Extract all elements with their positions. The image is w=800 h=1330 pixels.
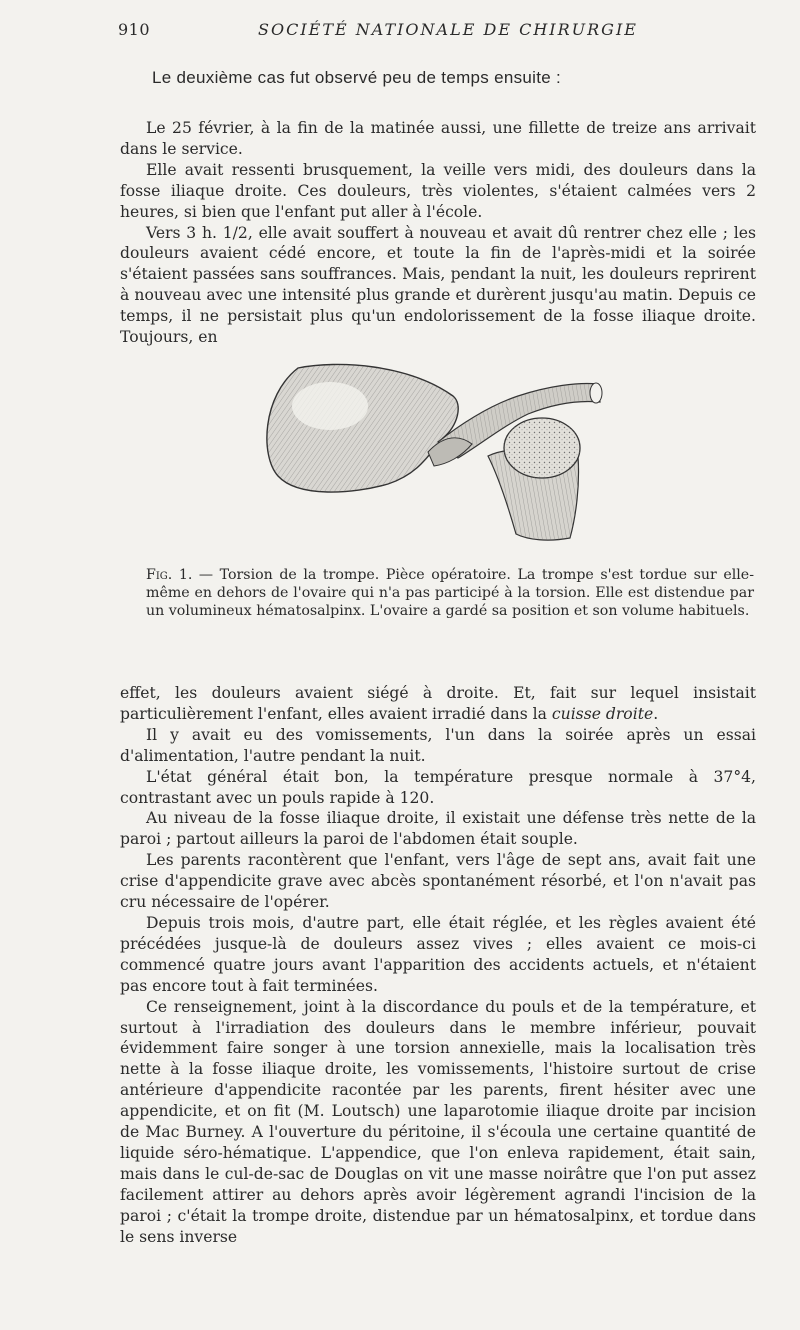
- body-text-bottom: [120, 683, 756, 1247]
- paragraph: Depuis trois mois, d'autre part, elle était réglée, et les règles avaient été précédées jusque-là de douleurs assez vives ; elles avaient ce mois-ci commencé quatre jours avant l'apparition des accidents actuels, et n'étaient pas encore tout à fait terminées.: [120, 913, 756, 995]
- paragraph: Il y avait eu des vomissements, l'un dans la soirée après un essai d'alimentation, l'autre pendant la nuit.: [120, 725, 756, 765]
- paragraph-continued-text: effet, les douleurs avaient siégé à droite. Et, fait sur lequel insistait particulièrement l'enfant, elles avaient irradié dans la: [120, 684, 756, 723]
- figure-caption: [120, 566, 754, 621]
- figure-label: Fig. 1.: [146, 567, 193, 583]
- paragraph: Le 25 février, à la fin de la matinée aussi, une fillette de treize ans arrivait dans le service.: [120, 119, 756, 158]
- hematosalpinx-shape: [267, 364, 458, 492]
- caption-text: [120, 566, 754, 621]
- caption-description: — Torsion de la trompe. Pièce opératoire. La trompe s'est tordue sur elle-même en dehors de l'ovaire qui n'a pas participé à la torsion. Elle est distendue par un volumineux hématosalpinx. L'ovaire a gardé sa position et son volume habituels.: [146, 567, 754, 620]
- paragraph-continued-end: .: [653, 704, 659, 723]
- paragraph: Les parents racontèrent que l'enfant, vers l'âge de sept ans, avait fait une crise d'appendicite grave avec abcès spontanément résorbé, et l'on n'avait pas cru nécessaire de l'opérer.: [120, 851, 756, 912]
- page-header: [118, 20, 758, 46]
- paragraph: Elle avait ressenti brusquement, la veille vers midi, des douleurs dans la fosse iliaque droite. Ces douleurs, très violentes, s'étaient calmées vers 2 heures, si bien que l'enfant put aller à l'école.: [120, 160, 756, 221]
- paragraph: Ce renseignement, joint à la discordance du pouls et de la température, et surtout à l'irradiation des douleurs dans le membre inférieur, pouvait évidemment faire songer à une torsion annexielle, mais la localisation très nette à la fosse iliaque droite, les vomissements, l'histoire surtout de crise antérieure d'appendicite racontée par les parents, firent hésiter avec une appendicite, et on fit (M. Loutsch) une laparotomie iliaque droite par incision de Mac Burney. A l'ouverture du péritoine, il s'écoula une certaine quantité de liquide séro-hématique. L'appendice, que l'on enleva rapidement, était sain, mais dans le cul-de-sac de Douglas on vit une masse noirâtre que l'on put assez facilement attirer au dehors après avoir légèrement agrandi l'incision de la paroi ; c'était la trompe droite, distendue par un hématosalpinx, et tordue dans le sens inverse: [120, 997, 756, 1246]
- emphasis-text: cuisse droite: [551, 704, 654, 723]
- paragraph: L'état général était bon, la température presque normale à 37°4, contrastant avec un pouls rapide à 120.: [120, 767, 756, 807]
- ovary-shape: [504, 418, 580, 478]
- figure-illustration: [258, 356, 610, 546]
- paragraph: Vers 3 h. 1/2, elle avait souffert à nouveau et avait dû rentrer chez elle ; les douleurs avaient cédé encore, et toute la fin de l'après-midi et la soirée s'étaient passées sans souffrances. Mais, pendant la nuit, les douleurs reprirent à nouveau avec une intensité plus grande et durèrent jusqu'au matin. Depuis ce temps, il ne persistait plus qu'un endolorissement de la fosse iliaque droite. Toujours, en: [120, 223, 756, 347]
- paragraph: Au niveau de la fosse iliaque droite, il existait une défense très nette de la paroi ; partout ailleurs la paroi de l'abdomen était souple.: [120, 809, 756, 849]
- page-number: 910: [118, 20, 151, 39]
- body-text-top: [120, 118, 756, 348]
- running-title: SOCIÉTÉ NATIONALE DE CHIRURGIE: [258, 20, 638, 39]
- section-intro: Le deuxième cas fut observé peu de temps ensuite :: [152, 68, 562, 87]
- paragraph-continued: [120, 683, 756, 725]
